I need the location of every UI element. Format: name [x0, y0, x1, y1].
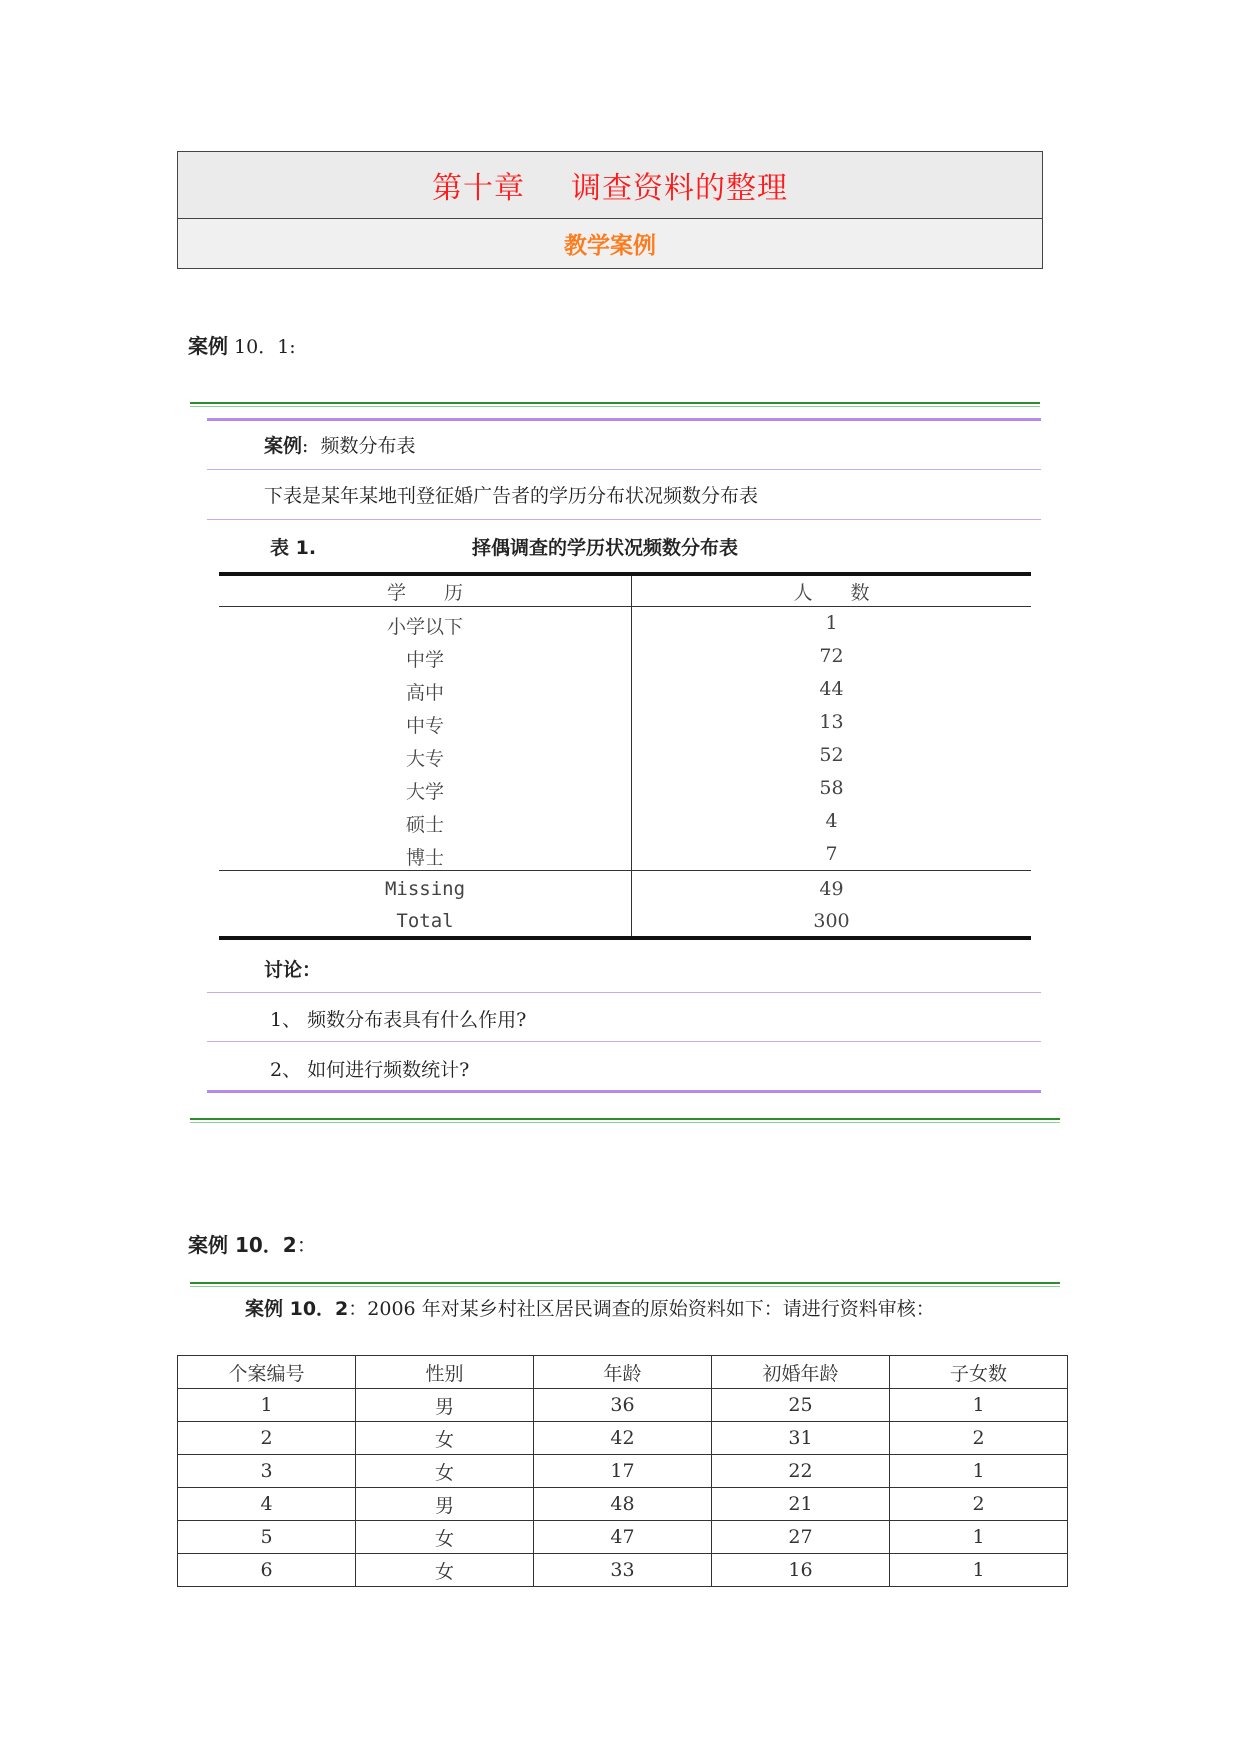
case2-intro-text: 2006 年对某乡村社区居民调查的原始资料如下：请进行资料审核： [367, 1298, 935, 1320]
discussion-question: 2、 如何进行频数统计? [270, 1059, 470, 1081]
purple-divider [207, 992, 1041, 993]
table-cell: 6 [178, 1554, 356, 1587]
table-cell: 2 [178, 1422, 356, 1455]
column-header: 初婚年龄 [712, 1356, 890, 1389]
table-cell: 1 [890, 1389, 1068, 1422]
table-cell: 25 [712, 1389, 890, 1422]
table-cell: 2 [890, 1488, 1068, 1521]
table-cell: 1 [890, 1554, 1068, 1587]
table-cell: 1 [890, 1455, 1068, 1488]
purple-divider [207, 1090, 1041, 1093]
table-cell: 女 [356, 1521, 534, 1554]
case1-heading [188, 330, 296, 359]
purple-divider [207, 469, 1041, 470]
chapter-title-box [177, 151, 1043, 269]
case2-heading-label: 案例 10．2 [188, 1233, 297, 1257]
table-cell: 22 [712, 1455, 890, 1488]
table-cell: 男 [356, 1389, 534, 1422]
column-header: 个案编号 [178, 1356, 356, 1389]
table-summary-label: Total [396, 910, 454, 932]
case2-intro [245, 1294, 935, 1321]
table-row-count: 7 [825, 843, 838, 865]
chapter-title [432, 163, 788, 207]
column-header: 子女数 [890, 1356, 1068, 1389]
case1-box-name: 频数分布表 [320, 435, 416, 457]
table-row-count: 58 [819, 777, 844, 799]
table-row-label: 大学 [405, 781, 444, 803]
table-cell: 42 [534, 1422, 712, 1455]
table-cell: 男 [356, 1488, 534, 1521]
table-row-label: 小学以下 [386, 616, 463, 638]
table-cell: 36 [534, 1389, 712, 1422]
column-header: 人 数 [793, 582, 870, 604]
case1-heading-label: 案例 [188, 334, 228, 358]
table-summary-count: 49 [819, 878, 844, 900]
table-row-label: 高中 [405, 682, 444, 704]
discussion-label: 讨论： [264, 959, 322, 981]
table-cell: 27 [712, 1521, 890, 1554]
table-cell: 33 [534, 1554, 712, 1587]
column-header: 学 历 [386, 582, 463, 604]
table-cell: 21 [712, 1488, 890, 1521]
table-cell: 16 [712, 1554, 890, 1587]
chapter-label: 第十章 [432, 171, 525, 206]
case1-box-label-sep: : [302, 435, 309, 457]
table-cell: 4 [178, 1488, 356, 1521]
table-cell: 1 [890, 1521, 1068, 1554]
table-row [178, 1455, 1068, 1488]
purple-divider [207, 418, 1041, 421]
chapter-name: 调查资料的整理 [571, 171, 788, 206]
table-row-label: 博士 [405, 847, 444, 869]
table-row-label: 中专 [405, 715, 444, 737]
green-divider [190, 402, 1040, 407]
table1-label: 表 1. [270, 537, 317, 559]
table-cell: 31 [712, 1422, 890, 1455]
purple-divider [207, 1041, 1041, 1042]
table-cell: 女 [356, 1455, 534, 1488]
table-row-count: 44 [819, 678, 844, 700]
subtitle-row [178, 219, 1042, 268]
green-divider [190, 1118, 1060, 1123]
purple-divider [207, 519, 1041, 520]
table-rule [219, 870, 1031, 871]
table-cell: 47 [534, 1521, 712, 1554]
raw-data-table [177, 1355, 1068, 1587]
table-cell: 女 [356, 1554, 534, 1587]
case1-intro: 下表是某年某地刊登征婚广告者的学历分布状况频数分布表 [264, 485, 759, 507]
table-row-count: 4 [825, 810, 838, 832]
subtitle: 教学案例 [564, 233, 656, 259]
table-cell: 1 [178, 1389, 356, 1422]
table-cell: 2 [890, 1422, 1068, 1455]
case1-box-label: 案例 [264, 435, 303, 457]
table-summary-count: 300 [813, 910, 850, 932]
table-row-count: 13 [819, 711, 844, 733]
table-row-count: 72 [819, 645, 844, 667]
table-cell: 17 [534, 1455, 712, 1488]
table-summary-label: Missing [384, 878, 466, 900]
table-row-label: 硕士 [405, 814, 444, 836]
table-rule [219, 606, 1031, 607]
table-cell: 女 [356, 1422, 534, 1455]
table-rule [219, 936, 1031, 940]
table-row [178, 1422, 1068, 1455]
table-row-count: 1 [825, 612, 838, 634]
table-rule [219, 572, 1031, 576]
frequency-table [219, 572, 1031, 942]
table-cell: 5 [178, 1521, 356, 1554]
table-row [178, 1488, 1068, 1521]
column-header: 性别 [356, 1356, 534, 1389]
discussion-question: 1、 频数分布表具有什么作用? [270, 1009, 527, 1031]
table-row [178, 1389, 1068, 1422]
case2-intro-sep: ： [348, 1298, 368, 1320]
green-divider [190, 1282, 1060, 1287]
table-row-label: 大专 [405, 748, 444, 770]
table-cell: 48 [534, 1488, 712, 1521]
case2-intro-label: 案例 10．2 [245, 1298, 349, 1320]
chapter-title-row [178, 152, 1042, 219]
case2-heading-sep: ： [296, 1233, 317, 1257]
table-row-label: 中学 [405, 649, 444, 671]
table1-title: 择偶调查的学历状况频数分布表 [472, 537, 739, 559]
table-row [178, 1554, 1068, 1587]
table-row [178, 1521, 1068, 1554]
column-header: 年龄 [534, 1356, 712, 1389]
case1-box-title [264, 431, 416, 458]
table-row-count: 52 [819, 744, 844, 766]
table-header-row [178, 1356, 1068, 1389]
case2-heading [188, 1229, 317, 1258]
table-cell: 3 [178, 1455, 356, 1488]
case1-heading-number: 10．1: [228, 336, 296, 358]
